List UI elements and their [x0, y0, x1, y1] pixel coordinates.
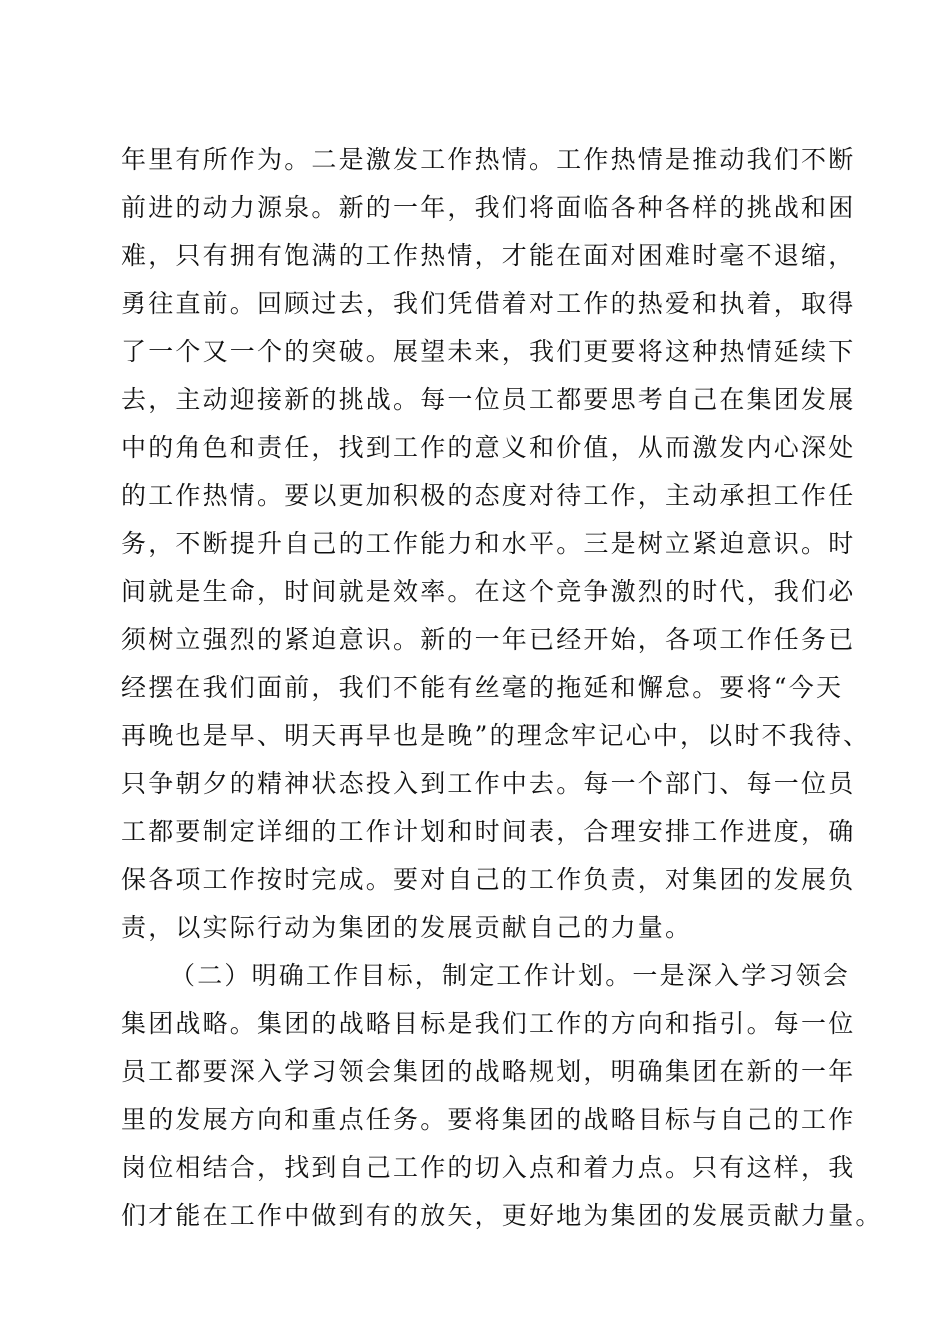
text-line: 须树立强烈的紧迫意识。新的一年已经开始，各项工作任务已: [121, 625, 856, 654]
text-line: 前进的动力源泉。新的一年，我们将面临各种各样的挑战和困: [121, 193, 856, 222]
text-line: 间就是生命，时间就是效率。在这个竞争激烈的时代，我们必: [121, 577, 856, 606]
text-line: 责，以实际行动为集团的发展贡献自己的力量。: [121, 913, 693, 942]
section-heading-line: （二）明确工作目标，制定工作计划。一是深入学习领会: [170, 961, 851, 990]
text-line: 岗位相结合，找到自己工作的切入点和着力点。只有这样，我: [121, 1153, 856, 1182]
text-line: 难，只有拥有饱满的工作热情，才能在面对困难时毫不退缩，: [121, 241, 856, 270]
text-line: 勇往直前。回顾过去，我们凭借着对工作的热爱和执着，取得: [121, 289, 856, 318]
text-line: 只争朝夕的精神状态投入到工作中去。每一个部门、每一位员: [121, 769, 856, 798]
text-line: 们才能在工作中做到有的放矢，更好地为集团的发展贡献力量。: [121, 1201, 883, 1230]
text-line: 员工都要深入学习领会集团的战略规划，明确集团在新的一年: [121, 1057, 856, 1086]
text-line: 中的角色和责任，找到工作的意义和价值，从而激发内心深处: [121, 433, 856, 462]
text-line: 去，主动迎接新的挑战。每一位员工都要思考自己在集团发展: [121, 385, 856, 414]
text-line: 再晚也是早、明天再早也是晚”的理念牢记心中，以时不我待、: [121, 721, 871, 750]
text-line: 经摆在我们面前，我们不能有丝毫的拖延和懈怠。要将“今天: [121, 673, 844, 702]
text-line: 保各项工作按时完成。要对自己的工作负责，对集团的发展负: [121, 865, 856, 894]
text-line: 务，不断提升自己的工作能力和水平。三是树立紧迫意识。时: [121, 529, 856, 558]
text-line: 的工作热情。要以更加积极的态度对待工作，主动承担工作任: [121, 481, 856, 510]
text-line: 年里有所作为。二是激发工作热情。工作热情是推动我们不断: [121, 145, 856, 174]
text-line: 里的发展方向和重点任务。要将集团的战略目标与自己的工作: [121, 1105, 856, 1134]
text-line: 了一个又一个的突破。展望未来，我们更要将这种热情延续下: [121, 337, 856, 366]
text-line: 工都要制定详细的工作计划和时间表，合理安排工作进度，确: [121, 817, 856, 846]
text-line: 集团战略。集团的战略目标是我们工作的方向和指引。每一位: [121, 1009, 856, 1038]
